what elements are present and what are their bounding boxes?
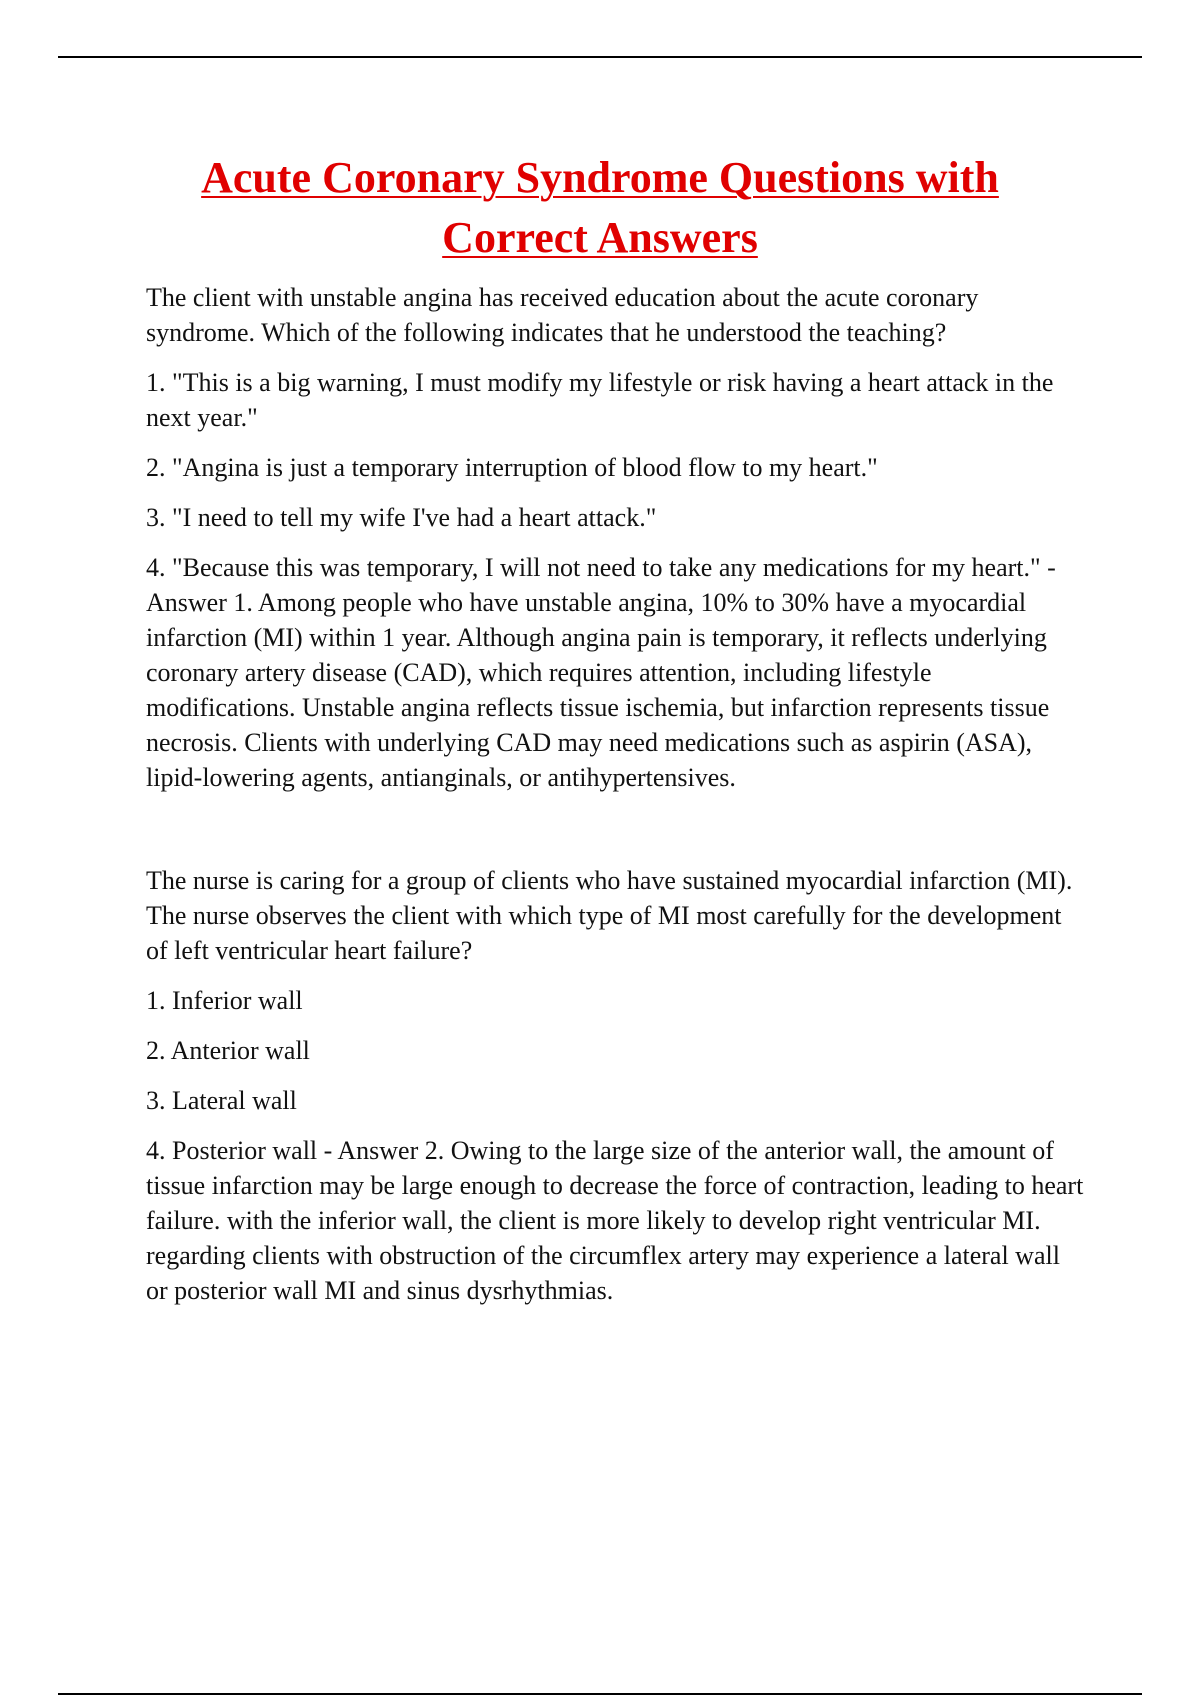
top-rule xyxy=(58,56,1142,58)
answer-option: 2. "Angina is just a temporary interruption of blood flow to my heart." xyxy=(146,453,878,482)
answer-option: 1. "This is a big warning, I must modify my lifestyle or risk having a heart attack in the next year." xyxy=(146,368,1054,432)
question-spacer xyxy=(146,810,1086,863)
answer-option: 1. Inferior wall xyxy=(146,986,303,1015)
answer-option: 3. Lateral wall xyxy=(146,1086,297,1115)
answer-option: 3. "I need to tell my wife I've had a heart attack." xyxy=(146,503,657,532)
bottom-rule xyxy=(58,1693,1142,1695)
question-1 xyxy=(146,280,1086,795)
question-stem: The client with unstable angina has received education about the acute coronary syndrome. Which of the following indicates that he understood the teaching? xyxy=(146,283,979,347)
question-stem: The nurse is caring for a group of clients who have sustained myocardial infarction (MI). The nurse observes the client with which type of MI most carefully for the development of left ventricular heart failure? xyxy=(146,866,1073,965)
answer-option-with-rationale: 4. "Because this was temporary, I will not need to take any medications for my heart." - Answer 1. Among people who have unstable angina, 10% to 30% have a myocardial infarction (MI) within 1 year. Although angina pain is temporary, it reflects underlying coronary artery disease (CAD), which requires attention, including lifestyle modifications. Unstable angina reflects tissue ischemia, but infarction represents tissue necrosis. Clients with underlying CAD may need medications such as aspirin (ASA), lipid-lowering agents, antianginals, or antihypertensives. xyxy=(146,553,1056,792)
title-line-2: Correct Answers xyxy=(442,213,758,262)
title-line-1: Acute Coronary Syndrome Questions with xyxy=(201,153,999,202)
answer-option: 2. Anterior wall xyxy=(146,1036,310,1065)
document-body xyxy=(146,280,1086,1323)
question-2 xyxy=(146,863,1086,1308)
page-title xyxy=(120,148,1080,268)
answer-option-with-rationale: 4. Posterior wall - Answer 2. Owing to the large size of the anterior wall, the amount of tissue infarction may be large enough to decrease the force of contraction, leading to heart failure. with the inferior wall, the client is more likely to develop right ventricular MI. regarding clients with obstruction of the circumflex artery may experience a lateral wall or posterior wall MI and sinus dysrhythmias. xyxy=(146,1136,1084,1305)
